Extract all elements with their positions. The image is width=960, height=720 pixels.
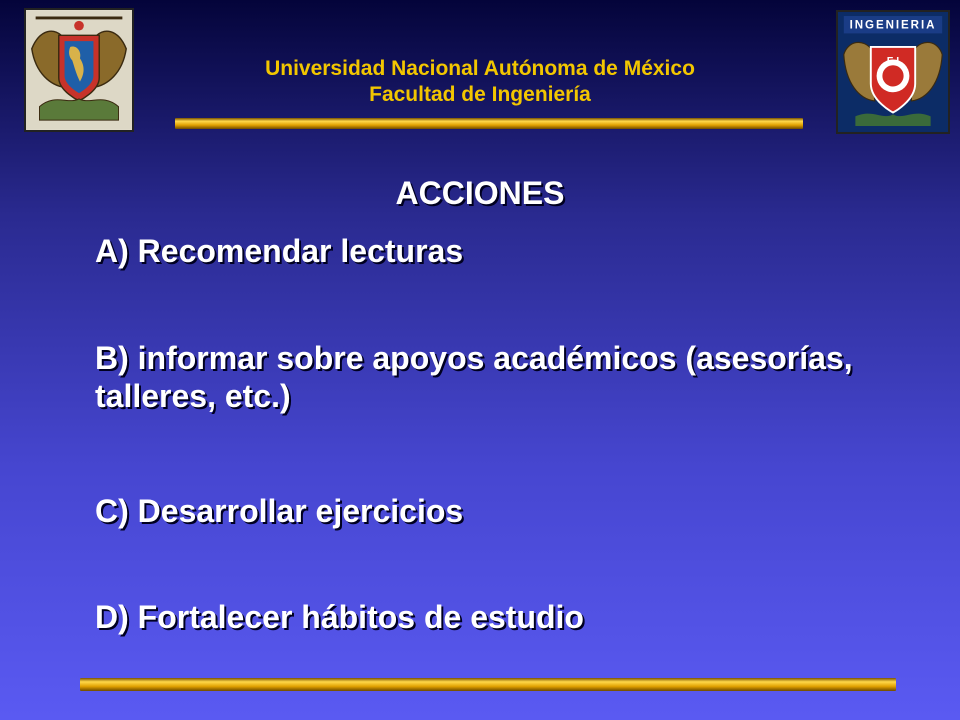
footer-divider [80, 678, 896, 691]
list-item: D) Fortalecer hábitos de estudio [95, 599, 584, 635]
list-item: A) Recomendar lecturas [95, 233, 464, 269]
unam-crest-icon [26, 10, 132, 130]
list-item: B) informar sobre apoyos académicos (asesorías, talleres, etc.) [95, 340, 853, 414]
svg-text:F I: F I [886, 55, 900, 68]
list-item: C) Desarrollar ejercicios [95, 493, 464, 529]
faculty-name: Facultad de Ingeniería [369, 83, 591, 106]
svg-text:INGENIERIA: INGENIERIA [849, 19, 937, 32]
unam-logo [24, 8, 134, 132]
header-divider [175, 118, 803, 129]
fi-crest-icon [838, 12, 948, 132]
slide-title: ACCIONES [395, 175, 565, 211]
institution-name: Universidad Nacional Autónoma de México [265, 57, 695, 80]
fi-logo [836, 10, 950, 134]
